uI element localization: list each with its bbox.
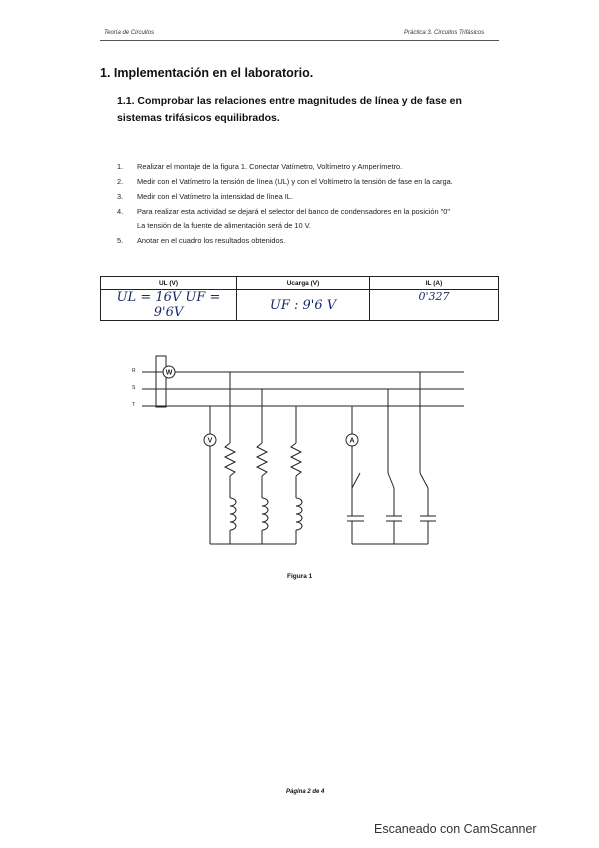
voltmeter-label: V bbox=[207, 437, 213, 445]
cell-ul-value: UL = 16V UF = 9'6V bbox=[101, 290, 237, 321]
section-title: 1. Implementación en el laboratorio. bbox=[100, 66, 314, 80]
header-il: IL (A) bbox=[370, 277, 499, 290]
load-phase-1 bbox=[225, 372, 236, 544]
page-footer: Página 2 de 4 bbox=[286, 789, 325, 795]
line-label-t: T bbox=[132, 402, 136, 408]
header-left: Teoría de Circuitos bbox=[104, 30, 155, 36]
scanner-watermark: Escaneado con CamScanner bbox=[374, 822, 537, 836]
circuit-diagram bbox=[128, 348, 473, 578]
line-label-s: S bbox=[132, 385, 136, 391]
load-phase-3 bbox=[291, 406, 302, 544]
cell-il-value: 0'327 bbox=[370, 290, 499, 321]
table-header-row bbox=[101, 277, 499, 290]
header-ucarga: Ucarga (V) bbox=[237, 277, 370, 290]
list-item: 1. Realizar el montaje de la figura 1. Conectar Vatímetro, Voltímetro y Amperímetro. bbox=[117, 162, 403, 171]
header-ul: UL (V) bbox=[101, 277, 237, 290]
list-item: 5. Anotar en el cuadro los resultados obtenidos. bbox=[117, 236, 286, 245]
figure-caption: Figura 1 bbox=[287, 573, 313, 580]
wattmeter-label: W bbox=[165, 369, 173, 377]
list-item: 4. Para realizar esta actividad se dejará el selector del banco de condensadores en la posición "0" bbox=[117, 207, 450, 216]
cell-ucarga-value: UF : 9'6 V bbox=[237, 290, 370, 321]
steps-list bbox=[117, 160, 537, 250]
wattmeter bbox=[156, 356, 175, 407]
line-label-r: R bbox=[132, 368, 136, 374]
load-phase-2 bbox=[257, 389, 268, 544]
header-rule bbox=[100, 40, 499, 41]
line-conductors bbox=[142, 369, 464, 406]
list-item: 3. Medir con el Vatímetro la intensidad de línea IL. bbox=[117, 192, 293, 201]
list-item: 2. Medir con el Vatímetro la tensión de línea (UL) y con el Voltímetro la tensión de fase en la carga. bbox=[117, 177, 453, 186]
list-item: La tensión de la fuente de alimentación será de 10 V. bbox=[137, 221, 311, 230]
ammeter bbox=[346, 406, 358, 488]
results-table bbox=[100, 276, 499, 321]
table-row bbox=[101, 290, 499, 321]
capacitor-bank bbox=[347, 372, 436, 544]
voltmeter bbox=[204, 406, 296, 544]
section-subtitle: 1.1. Comprobar las relaciones entre magnitudes de línea y de fase en sistemas trifásicos equilibrados. bbox=[117, 95, 462, 124]
ammeter-label: A bbox=[349, 437, 355, 445]
header-right: Práctica 3. Circuitos Trifásicos bbox=[404, 30, 485, 36]
